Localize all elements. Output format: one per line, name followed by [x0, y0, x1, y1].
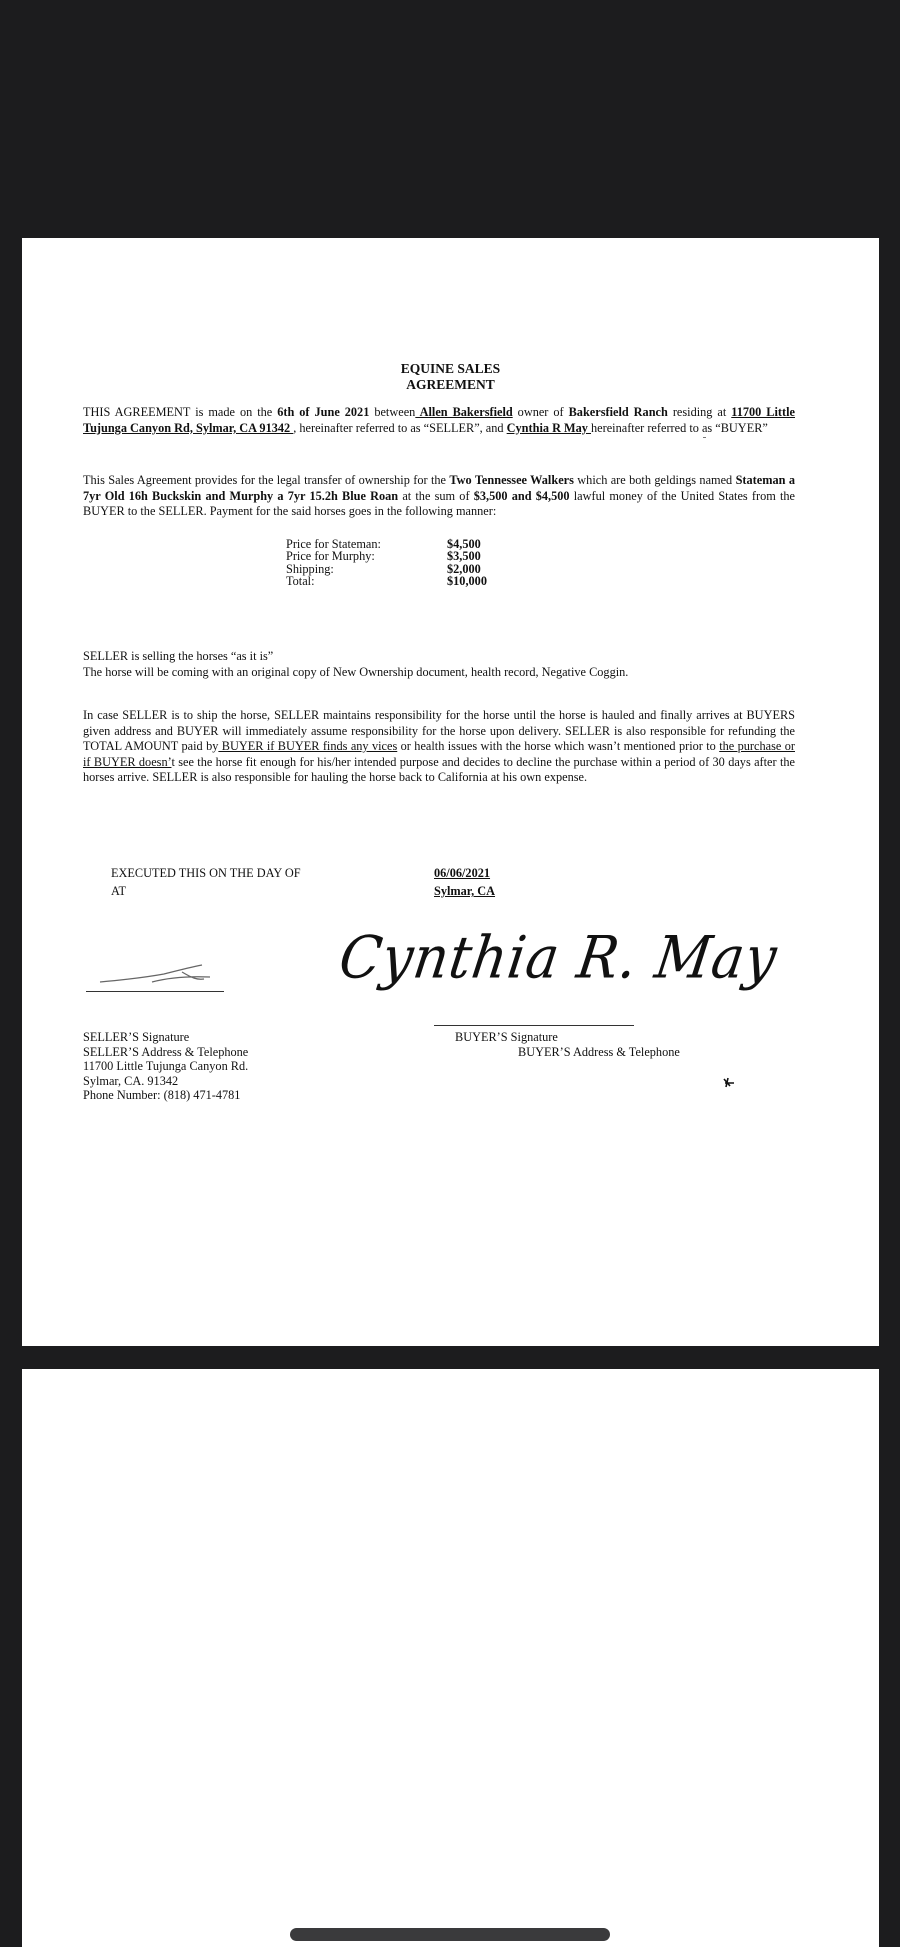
pen-mark-icon: [722, 1076, 736, 1090]
buyer-address-label: BUYER’S Address & Telephone: [518, 1045, 680, 1059]
executed-labels: [111, 864, 301, 900]
document-title: EQUINE SALES AGREEMENT: [400, 361, 501, 392]
price-label-total: Total:: [286, 573, 315, 588]
buyer-signature-line: [434, 1025, 634, 1026]
document-page-2: [22, 1369, 879, 1947]
seller-signature-mark: [92, 960, 232, 990]
margin-mark: [703, 437, 706, 438]
price-labels: [286, 538, 381, 587]
as-is-paragraph: SELLER is selling the horses “as it is” The horse will be coming with an original copy of New Ownership document, health record, Negative Coggin.: [83, 649, 629, 679]
document-page-1: [22, 238, 879, 1346]
price-value-shipping: $2,000: [447, 561, 481, 576]
price-label-murphy: Price for Murphy:: [286, 549, 375, 564]
price-values: [447, 538, 487, 587]
seller-block: [83, 1030, 248, 1103]
intro-paragraph: THIS AGREEMENT is made on the 6th of June 2021 between Allen Bakersfield owner of Bakersfield Ranch residing at 11700 Little Tujunga Canyon Rd, Sylmar, CA 91342 , hereinafter referred to as “SELLER”, and Cynthia R May hereinafter referred to as “BUYER”: [83, 405, 795, 435]
price-value-total: $10,000: [447, 573, 487, 588]
price-label-shipping: Shipping:: [286, 561, 334, 576]
executed-date: 06/06/2021: [434, 866, 491, 880]
home-indicator[interactable]: [290, 1928, 610, 1941]
seller-street: 11700 Little Tujunga Canyon Rd.: [83, 1059, 249, 1074]
transfer-paragraph: This Sales Agreement provides for the legal transfer of ownership for the Two Tennessee Walkers which are both geldings named Stateman a 7yr Old 16h Buckskin and Murphy a 7yr 15.2h Blue Roan at the sum of $3,500 and $4,500 lawful money of the United States from the BUYER to the SELLER. Payment for the said horses goes in the following manner:: [83, 473, 796, 519]
seller-city: Sylmar, CA. 91342: [83, 1073, 179, 1088]
executed-day-label: EXECUTED THIS ON THE DAY OF: [111, 866, 301, 880]
executed-values: [434, 864, 495, 900]
executed-place: Sylmar, CA: [434, 884, 496, 898]
price-label-stateman: Price for Stateman:: [286, 537, 381, 551]
buyer-signature-label: BUYER’S Signature: [455, 1030, 558, 1044]
buyer-signature: Cynthia R. May: [335, 923, 782, 992]
seller-signature-line: [86, 991, 224, 992]
shipping-paragraph: In case SELLER is to ship the horse, SELLER maintains responsibility for the horse until the horse is hauled and finally arrives at BUYERS given address and BUYER will immediately assume responsibility for the horse upon delivery. SELLER is also responsible for refunding the TOTAL AMOUNT paid by BUYER if BUYER finds any vices or health issues with the horse which wasn’t mentioned prior to the purchase or if BUYER doesn’t see the horse fit enough for his/her intended purpose and decides to decline the purchase within a period of 30 days after the horses arrive. SELLER is also responsible for hauling the horse back to California at his own expense.: [83, 708, 795, 785]
price-value-murphy: $3,500: [447, 549, 481, 564]
seller-signature-label: SELLER’S Signature: [83, 1030, 190, 1044]
seller-address-label: SELLER’S Address & Telephone: [83, 1044, 249, 1059]
executed-at-label: AT: [111, 884, 127, 898]
price-value-stateman: $4,500: [447, 537, 481, 551]
seller-phone: Phone Number: (818) 471-4781: [83, 1088, 241, 1103]
